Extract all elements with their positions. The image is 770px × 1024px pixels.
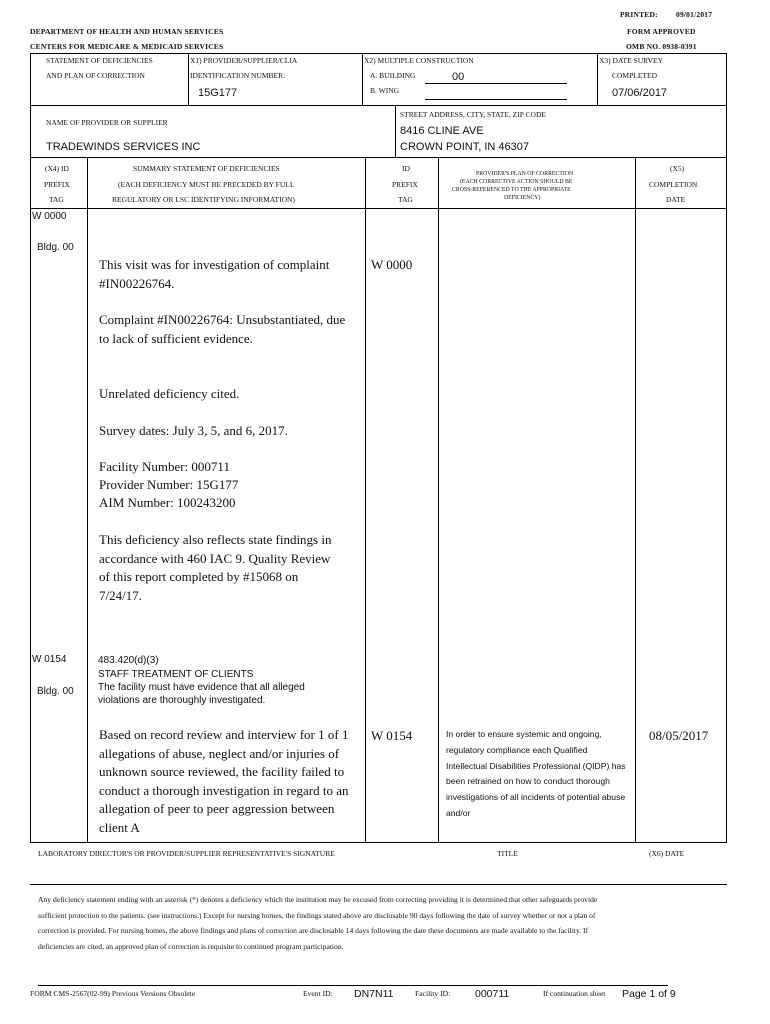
rule <box>438 157 439 843</box>
plan-of-correction: In order to ensure systemic and ongoing, regulatory compliance each Qualified Intellectual Disabilities Professional (QIDP) has been retrained on how to conduct thorough investigations of all incidents of potential abuse and/or <box>446 729 626 818</box>
facility-id: 000711 <box>475 988 510 1000</box>
building-value: 00 <box>452 71 465 83</box>
omb-number: OMB NO. 0938-0391 <box>626 42 697 51</box>
summary-label-2: (EACH DEFICIENCY MUST BE PRECEDED BY FULL <box>118 180 295 189</box>
rule <box>30 842 727 843</box>
x1-label-2: IDENTIFICATION NUMBER: <box>190 71 286 80</box>
aim-number: AIM Number: 100243200 <box>99 495 236 510</box>
rule <box>30 884 727 885</box>
id-prefix-tag: W 0154 <box>371 728 413 743</box>
id-tag-label: TAG <box>398 195 413 204</box>
x5-completion-label: COMPLETION <box>649 180 698 189</box>
rule <box>365 157 366 843</box>
id-prefix-label: PREFIX <box>392 180 418 189</box>
id-label: ID <box>402 164 410 173</box>
x2-label: X2) MULTIPLE CONSTRUCTION <box>364 56 474 65</box>
rule <box>635 157 636 843</box>
building-underline <box>425 83 567 84</box>
finding-paragraph: Complaint #IN00226764: Unsubstantiated, due to lack of sufficient evidence. <box>99 312 346 346</box>
rule <box>395 105 396 157</box>
disclosure-notice: Any deficiency statement ending with an asterisk (*) denotes a deficiency which the institution may be excused from correcting providing it is determined that other safeguards provide sufficient protection to the patients. (see instructions.) Except for nursing homes, the findings stated above are disclosable 90 days following the date of survey whether or not a plan of correction is provided. For nursing homes, the above findings and plans of correction are disclosable 14 days following the date these documents are made available to the facility. If deficiencies are cited, an approved plan of correction is requisite to continued program participation. <box>38 895 598 951</box>
plan-label-2: (EACH CORRECTIVE ACTION SHOULD BE <box>460 179 573 185</box>
centers-name: CENTERS FOR MEDICARE & MEDICAID SERVICES <box>30 42 224 51</box>
x5-date-label: DATE <box>666 195 686 204</box>
rule <box>38 985 668 986</box>
event-id: DN7N11 <box>354 988 394 1000</box>
printed-date: 09/01/2017 <box>676 10 713 19</box>
x3-label-2: COMPLETED <box>612 71 657 80</box>
rule <box>188 53 189 106</box>
rule <box>726 157 727 843</box>
x4-id-label: (X4) ID <box>45 164 69 173</box>
title-label: TITLE <box>497 849 518 858</box>
entry-tag: W 0154 <box>32 654 67 665</box>
finding-paragraph: This deficiency also reflects state findings in accordance with 460 IAC 9. Quality Review of this report completed by #15068 on 7/24/17. <box>99 532 332 603</box>
plan-label: PROVIDER'S PLAN OF CORRECTION <box>476 171 574 177</box>
provider-number: 15G177 <box>198 87 238 99</box>
x1-label: X1) PROVIDER/SUPPLIER/CLIA <box>190 56 298 65</box>
x5-label: (X5) <box>670 164 685 173</box>
continuation-label: If continuation sheet <box>543 989 606 998</box>
rule <box>30 105 727 106</box>
wing-label: B. WING <box>370 86 400 95</box>
rule <box>726 105 727 157</box>
rule <box>30 157 727 158</box>
department-name: DEPARTMENT OF HEALTH AND HUMAN SERVICES <box>30 27 224 36</box>
survey-completed-date: 07/06/2017 <box>612 87 668 99</box>
rule <box>726 53 727 106</box>
provider-name: TRADEWINDS SERVICES INC <box>46 141 201 153</box>
form-number: FORM CMS-2567(02-99) Previous Versions Obsolete <box>30 989 196 998</box>
provider-name-label: NAME OF PROVIDER OR SUPPLIER <box>46 118 168 127</box>
provider-number-line: Provider Number: 15G177 <box>99 477 239 492</box>
rule <box>30 53 31 106</box>
event-id-label: Event ID: <box>303 989 333 998</box>
rule <box>362 53 363 106</box>
facility-number: Facility Number: 000711 <box>99 459 230 474</box>
completion-date: 08/05/2017 <box>649 728 709 743</box>
plan-label-4: DEFICIENCY) <box>504 195 541 201</box>
building-tag: Bldg. 00 <box>37 686 74 697</box>
building-label: A. BUILDING <box>370 71 416 80</box>
x4-tag-label: TAG <box>49 195 64 204</box>
statement-label: STATEMENT OF DEFICIENCIES <box>46 56 153 65</box>
regulation-text: The facility must have evidence that all alleged violations are thoroughly investigated. <box>98 682 305 706</box>
page-number: Page 1 of 9 <box>622 988 676 1000</box>
x3-label: X3) DATE SURVEY <box>599 56 663 65</box>
street-address: 8416 CLINE AVE <box>400 125 484 137</box>
finding-paragraph: Based on record review and interview for 1 of 1 allegations of abuse, neglect and/or injuries of unknown source reviewed, the facility failed to conduct a thorough investigation in regard to an allegation of peer to peer aggression between client A <box>99 727 349 835</box>
wing-underline <box>425 99 567 100</box>
city-state-zip: CROWN POINT, IN 46307 <box>400 141 529 153</box>
summary-label-3: REGULATORY OR LSC IDENTIFYING INFORMATION) <box>112 195 295 204</box>
plan-label-3: CROSS-REFERENCED TO THE APPROPRIATE <box>452 187 571 193</box>
rule <box>30 105 31 157</box>
summary-label: SUMMARY STATEMENT OF DEFICIENCIES <box>133 164 280 173</box>
id-prefix-tag: W 0000 <box>371 257 413 272</box>
building-tag: Bldg. 00 <box>37 242 74 253</box>
finding-paragraph: This visit was for investigation of complaint #IN00226764. <box>99 257 330 291</box>
rule <box>30 157 31 843</box>
date-label: (X6) DATE <box>649 849 685 858</box>
facility-id-label: Facility ID: <box>415 989 451 998</box>
survey-dates: Survey dates: July 3, 5, and 6, 2017. <box>99 423 288 438</box>
regulation-number: 483.420(d)(3) <box>98 655 159 666</box>
statement-label-2: AND PLAN OF CORRECTION <box>46 71 145 80</box>
entry-tag: W 0000 <box>32 211 67 222</box>
form-approved: FORM APPROVED <box>627 27 696 36</box>
finding-paragraph: Unrelated deficiency cited. <box>99 386 240 401</box>
rule <box>87 157 88 843</box>
rule <box>30 208 727 209</box>
address-label: STREET ADDRESS, CITY, STATE, ZIP CODE <box>400 110 546 119</box>
rule <box>597 53 598 106</box>
regulation-title: STAFF TREATMENT OF CLIENTS <box>98 669 254 680</box>
x4-prefix-label: PREFIX <box>44 180 70 189</box>
printed-label: PRINTED: <box>620 10 658 19</box>
signature-label: LABORATORY DIRECTOR'S OR PROVIDER/SUPPLIER REPRESENTATIVE'S SIGNATURE <box>38 849 335 858</box>
rule <box>30 53 727 54</box>
